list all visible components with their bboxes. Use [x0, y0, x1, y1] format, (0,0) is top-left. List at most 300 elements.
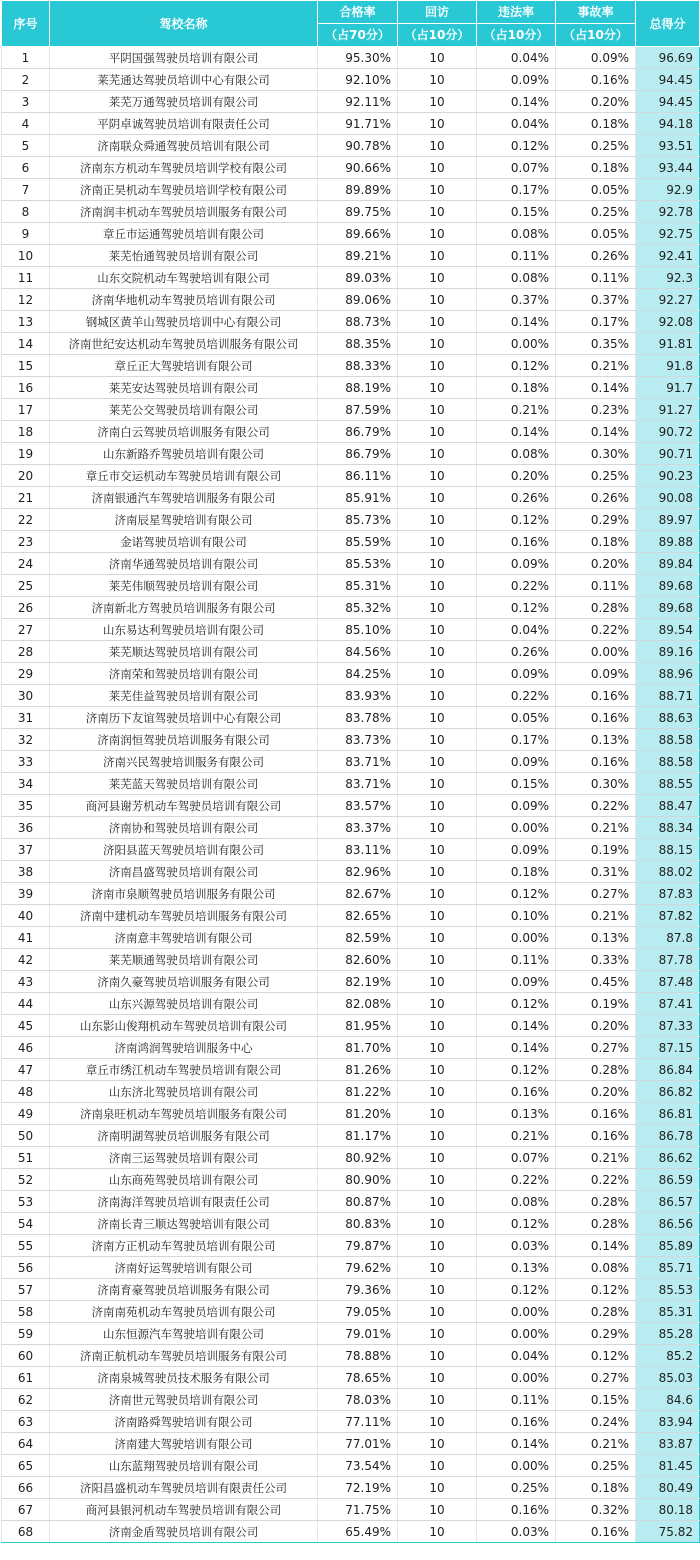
accident-rate-cell: 0.37%	[556, 289, 636, 311]
revisit-cell: 10	[398, 1301, 477, 1323]
pass-rate-cell: 90.66%	[318, 157, 398, 179]
violation-rate-cell: 0.26%	[477, 487, 556, 509]
school-name-cell: 济南中建机动车驾驶员培训服务有限公司	[50, 905, 318, 927]
revisit-cell: 10	[398, 905, 477, 927]
school-name-cell: 章丘市绣江机动车驾驶员培训有限公司	[50, 1059, 318, 1081]
school-name-cell: 章丘市交运机动车驾驶员培训有限公司	[50, 465, 318, 487]
pass-rate-cell: 92.10%	[318, 69, 398, 91]
revisit-cell: 10	[398, 201, 477, 223]
violation-rate-cell: 0.05%	[477, 707, 556, 729]
index-cell: 50	[2, 1125, 50, 1147]
table-row	[2, 91, 700, 113]
school-name-cell: 济南久豪驾驶员培训服务有限公司	[50, 971, 318, 993]
accident-rate-cell: 0.20%	[556, 91, 636, 113]
violation-rate-cell: 0.00%	[477, 1367, 556, 1389]
violation-rate-cell: 0.25%	[477, 1477, 556, 1499]
pass-rate-cell: 81.20%	[318, 1103, 398, 1125]
index-cell: 22	[2, 509, 50, 531]
total-score-cell: 86.62	[636, 1147, 700, 1169]
total-score-cell: 85.53	[636, 1279, 700, 1301]
table-row	[2, 1411, 700, 1433]
index-cell: 53	[2, 1191, 50, 1213]
total-score-cell: 94.45	[636, 91, 700, 113]
table-row	[2, 1389, 700, 1411]
total-score-cell: 92.27	[636, 289, 700, 311]
school-name-cell: 山东影山俊翔机动车驾驶员培训有限公司	[50, 1015, 318, 1037]
revisit-cell: 10	[398, 69, 477, 91]
violation-rate-cell: 0.09%	[477, 971, 556, 993]
accident-rate-cell: 0.24%	[556, 1411, 636, 1433]
index-cell: 68	[2, 1521, 50, 1543]
violation-rate-cell: 0.14%	[477, 421, 556, 443]
table-row	[2, 157, 700, 179]
total-score-cell: 88.15	[636, 839, 700, 861]
index-cell: 24	[2, 553, 50, 575]
revisit-cell: 10	[398, 289, 477, 311]
total-score-cell: 75.82	[636, 1521, 700, 1543]
total-score-cell: 91.7	[636, 377, 700, 399]
violation-rate-cell: 0.00%	[477, 1455, 556, 1477]
table-row	[2, 1037, 700, 1059]
total-score-cell: 90.71	[636, 443, 700, 465]
school-name-cell: 莱芜蓝天驾驶员培训有限公司	[50, 773, 318, 795]
violation-rate-cell: 0.12%	[477, 1059, 556, 1081]
accident-rate-cell: 0.20%	[556, 1015, 636, 1037]
header-accident-rate: 事故率	[556, 1, 636, 24]
pass-rate-cell: 86.79%	[318, 443, 398, 465]
school-name-cell: 济南建大驾驶培训有限公司	[50, 1433, 318, 1455]
school-name-cell: 金诺驾驶员培训有限公司	[50, 531, 318, 553]
table-row	[2, 47, 700, 69]
total-score-cell: 87.83	[636, 883, 700, 905]
school-name-cell: 济南历下友谊驾驶员培训中心有限公司	[50, 707, 318, 729]
table-row	[2, 1345, 700, 1367]
pass-rate-cell: 91.71%	[318, 113, 398, 135]
accident-rate-cell: 0.18%	[556, 531, 636, 553]
accident-rate-cell: 0.30%	[556, 443, 636, 465]
accident-rate-cell: 0.26%	[556, 245, 636, 267]
total-score-cell: 88.58	[636, 751, 700, 773]
index-cell: 63	[2, 1411, 50, 1433]
violation-rate-cell: 0.22%	[477, 1169, 556, 1191]
total-score-cell: 81.45	[636, 1455, 700, 1477]
revisit-cell: 10	[398, 641, 477, 663]
pass-rate-cell: 71.75%	[318, 1499, 398, 1521]
table-row	[2, 1477, 700, 1499]
school-name-cell: 莱芜通达驾驶员培训中心有限公司	[50, 69, 318, 91]
header-revisit-weight: （占10分）	[398, 24, 477, 47]
violation-rate-cell: 0.11%	[477, 245, 556, 267]
index-cell: 57	[2, 1279, 50, 1301]
pass-rate-cell: 80.87%	[318, 1191, 398, 1213]
index-cell: 42	[2, 949, 50, 971]
revisit-cell: 10	[398, 1389, 477, 1411]
index-cell: 33	[2, 751, 50, 773]
accident-rate-cell: 0.45%	[556, 971, 636, 993]
accident-rate-cell: 0.21%	[556, 905, 636, 927]
violation-rate-cell: 0.13%	[477, 1103, 556, 1125]
school-name-cell: 济南白云驾驶员培训服务有限公司	[50, 421, 318, 443]
pass-rate-cell: 82.96%	[318, 861, 398, 883]
pass-rate-cell: 89.06%	[318, 289, 398, 311]
total-score-cell: 85.31	[636, 1301, 700, 1323]
violation-rate-cell: 0.04%	[477, 619, 556, 641]
pass-rate-cell: 89.66%	[318, 223, 398, 245]
revisit-cell: 10	[398, 1059, 477, 1081]
violation-rate-cell: 0.04%	[477, 47, 556, 69]
table-row	[2, 487, 700, 509]
total-score-cell: 88.96	[636, 663, 700, 685]
school-name-cell: 钢城区黄羊山驾驶员培训中心有限公司	[50, 311, 318, 333]
revisit-cell: 10	[398, 1323, 477, 1345]
violation-rate-cell: 0.21%	[477, 399, 556, 421]
index-cell: 58	[2, 1301, 50, 1323]
school-name-cell: 莱芜顺通驾驶员培训有限公司	[50, 949, 318, 971]
revisit-cell: 10	[398, 1257, 477, 1279]
total-score-cell: 89.68	[636, 575, 700, 597]
school-name-cell: 济南海洋驾驶员培训有限责任公司	[50, 1191, 318, 1213]
violation-rate-cell: 0.22%	[477, 685, 556, 707]
revisit-cell: 10	[398, 685, 477, 707]
pass-rate-cell: 86.79%	[318, 421, 398, 443]
pass-rate-cell: 89.75%	[318, 201, 398, 223]
total-score-cell: 89.84	[636, 553, 700, 575]
pass-rate-cell: 78.88%	[318, 1345, 398, 1367]
accident-rate-cell: 0.35%	[556, 333, 636, 355]
index-cell: 8	[2, 201, 50, 223]
pass-rate-cell: 85.73%	[318, 509, 398, 531]
table-row	[2, 993, 700, 1015]
total-score-cell: 83.94	[636, 1411, 700, 1433]
total-score-cell: 88.55	[636, 773, 700, 795]
revisit-cell: 10	[398, 421, 477, 443]
pass-rate-cell: 81.70%	[318, 1037, 398, 1059]
header-violation-weight: （占10分）	[477, 24, 556, 47]
violation-rate-cell: 0.12%	[477, 1279, 556, 1301]
table-row	[2, 729, 700, 751]
table-row	[2, 1521, 700, 1543]
total-score-cell: 84.6	[636, 1389, 700, 1411]
index-cell: 14	[2, 333, 50, 355]
school-name-cell: 济南华通驾驶员培训有限公司	[50, 553, 318, 575]
index-cell: 2	[2, 69, 50, 91]
school-name-cell: 商河县银河机动车驾驶员培训有限公司	[50, 1499, 318, 1521]
violation-rate-cell: 0.08%	[477, 443, 556, 465]
pass-rate-cell: 90.78%	[318, 135, 398, 157]
school-name-cell: 济南兴民驾驶培训服务有限公司	[50, 751, 318, 773]
header-pass-rate-weight: （占70分）	[318, 24, 398, 47]
violation-rate-cell: 0.03%	[477, 1521, 556, 1543]
total-score-cell: 86.59	[636, 1169, 700, 1191]
index-cell: 30	[2, 685, 50, 707]
total-score-cell: 89.88	[636, 531, 700, 553]
violation-rate-cell: 0.20%	[477, 465, 556, 487]
school-name-cell: 济南好运驾驶培训有限公司	[50, 1257, 318, 1279]
accident-rate-cell: 0.28%	[556, 1191, 636, 1213]
table-row	[2, 1103, 700, 1125]
school-name-cell: 山东商苑驾驶员培训有限公司	[50, 1169, 318, 1191]
violation-rate-cell: 0.00%	[477, 1323, 556, 1345]
pass-rate-cell: 85.32%	[318, 597, 398, 619]
pass-rate-cell: 84.25%	[318, 663, 398, 685]
accident-rate-cell: 0.18%	[556, 113, 636, 135]
violation-rate-cell: 0.10%	[477, 905, 556, 927]
pass-rate-cell: 89.21%	[318, 245, 398, 267]
school-name-cell: 济南明湖驾驶员培训服务有限公司	[50, 1125, 318, 1147]
index-cell: 64	[2, 1433, 50, 1455]
accident-rate-cell: 0.28%	[556, 1059, 636, 1081]
revisit-cell: 10	[398, 883, 477, 905]
total-score-cell: 93.44	[636, 157, 700, 179]
school-name-cell: 济阳县蓝天驾驶员培训有限公司	[50, 839, 318, 861]
pass-rate-cell: 83.11%	[318, 839, 398, 861]
school-name-cell: 济南金盾驾驶员培训有限公司	[50, 1521, 318, 1543]
revisit-cell: 10	[398, 1433, 477, 1455]
revisit-cell: 10	[398, 245, 477, 267]
school-name-cell: 济南正昊机动车驾驶员培训学校有限公司	[50, 179, 318, 201]
table-row	[2, 839, 700, 861]
table-row	[2, 333, 700, 355]
revisit-cell: 10	[398, 333, 477, 355]
accident-rate-cell: 0.16%	[556, 751, 636, 773]
accident-rate-cell: 0.11%	[556, 575, 636, 597]
school-name-cell: 莱芜顺达驾驶员培训有限公司	[50, 641, 318, 663]
accident-rate-cell: 0.09%	[556, 663, 636, 685]
revisit-cell: 10	[398, 927, 477, 949]
pass-rate-cell: 77.11%	[318, 1411, 398, 1433]
school-name-cell: 章丘市运通驾驶员培训有限公司	[50, 223, 318, 245]
table-row	[2, 1499, 700, 1521]
total-score-cell: 87.78	[636, 949, 700, 971]
pass-rate-cell: 89.89%	[318, 179, 398, 201]
index-cell: 17	[2, 399, 50, 421]
pass-rate-cell: 88.35%	[318, 333, 398, 355]
header-accident-weight: （占10分）	[556, 24, 636, 47]
accident-rate-cell: 0.27%	[556, 1367, 636, 1389]
school-name-cell: 莱芜公交驾驶员培训有限公司	[50, 399, 318, 421]
pass-rate-cell: 86.11%	[318, 465, 398, 487]
header-violation-rate: 违法率	[477, 1, 556, 24]
table-row	[2, 1147, 700, 1169]
violation-rate-cell: 0.07%	[477, 1147, 556, 1169]
school-name-cell: 济南南苑机动车驾驶员培训有限公司	[50, 1301, 318, 1323]
violation-rate-cell: 0.14%	[477, 91, 556, 113]
accident-rate-cell: 0.21%	[556, 817, 636, 839]
revisit-cell: 10	[398, 663, 477, 685]
accident-rate-cell: 0.22%	[556, 619, 636, 641]
table-row	[2, 1235, 700, 1257]
index-cell: 36	[2, 817, 50, 839]
table-row	[2, 245, 700, 267]
violation-rate-cell: 0.14%	[477, 1015, 556, 1037]
total-score-cell: 91.8	[636, 355, 700, 377]
table-row	[2, 69, 700, 91]
index-cell: 16	[2, 377, 50, 399]
pass-rate-cell: 81.26%	[318, 1059, 398, 1081]
total-score-cell: 89.54	[636, 619, 700, 641]
school-name-cell: 莱芜佳益驾驶员培训有限公司	[50, 685, 318, 707]
index-cell: 11	[2, 267, 50, 289]
pass-rate-cell: 83.71%	[318, 773, 398, 795]
violation-rate-cell: 0.11%	[477, 1389, 556, 1411]
revisit-cell: 10	[398, 1191, 477, 1213]
violation-rate-cell: 0.04%	[477, 1345, 556, 1367]
total-score-cell: 80.18	[636, 1499, 700, 1521]
total-score-cell: 85.03	[636, 1367, 700, 1389]
revisit-cell: 10	[398, 575, 477, 597]
pass-rate-cell: 79.87%	[318, 1235, 398, 1257]
school-name-cell: 济阳昌盛机动车驾驶员培训有限责任公司	[50, 1477, 318, 1499]
header-revisit: 回访	[398, 1, 477, 24]
index-cell: 61	[2, 1367, 50, 1389]
total-score-cell: 85.71	[636, 1257, 700, 1279]
school-name-cell: 济南市泉顺驾驶员培训服务有限公司	[50, 883, 318, 905]
total-score-cell: 91.27	[636, 399, 700, 421]
accident-rate-cell: 0.08%	[556, 1257, 636, 1279]
violation-rate-cell: 0.13%	[477, 1257, 556, 1279]
school-name-cell: 山东交院机动车驾驶培训有限公司	[50, 267, 318, 289]
index-cell: 67	[2, 1499, 50, 1521]
table-row	[2, 927, 700, 949]
total-score-cell: 85.2	[636, 1345, 700, 1367]
index-cell: 43	[2, 971, 50, 993]
table-row	[2, 1323, 700, 1345]
total-score-cell: 92.75	[636, 223, 700, 245]
accident-rate-cell: 0.14%	[556, 1235, 636, 1257]
revisit-cell: 10	[398, 267, 477, 289]
revisit-cell: 10	[398, 1037, 477, 1059]
pass-rate-cell: 83.73%	[318, 729, 398, 751]
accident-rate-cell: 0.09%	[556, 47, 636, 69]
pass-rate-cell: 65.49%	[318, 1521, 398, 1543]
school-name-cell: 济南联众舜通驾驶员培训有限公司	[50, 135, 318, 157]
total-score-cell: 90.72	[636, 421, 700, 443]
violation-rate-cell: 0.37%	[477, 289, 556, 311]
violation-rate-cell: 0.07%	[477, 157, 556, 179]
school-name-cell: 山东济北驾驶员培训有限公司	[50, 1081, 318, 1103]
total-score-cell: 86.81	[636, 1103, 700, 1125]
school-name-cell: 章丘正大驾驶培训有限公司	[50, 355, 318, 377]
accident-rate-cell: 0.18%	[556, 1477, 636, 1499]
table-row	[2, 443, 700, 465]
table-row	[2, 795, 700, 817]
pass-rate-cell: 82.67%	[318, 883, 398, 905]
revisit-cell: 10	[398, 1015, 477, 1037]
violation-rate-cell: 0.14%	[477, 311, 556, 333]
violation-rate-cell: 0.26%	[477, 641, 556, 663]
table-row	[2, 685, 700, 707]
total-score-cell: 86.84	[636, 1059, 700, 1081]
pass-rate-cell: 83.37%	[318, 817, 398, 839]
pass-rate-cell: 80.90%	[318, 1169, 398, 1191]
table-row	[2, 223, 700, 245]
school-name-cell: 莱芜万通驾驶员培训有限公司	[50, 91, 318, 113]
revisit-cell: 10	[398, 817, 477, 839]
table-row	[2, 311, 700, 333]
violation-rate-cell: 0.11%	[477, 949, 556, 971]
school-name-cell: 济南协和驾驶员培训有限公司	[50, 817, 318, 839]
table-row	[2, 1257, 700, 1279]
table-row	[2, 971, 700, 993]
table-row	[2, 707, 700, 729]
pass-rate-cell: 95.30%	[318, 47, 398, 69]
revisit-cell: 10	[398, 729, 477, 751]
violation-rate-cell: 0.15%	[477, 201, 556, 223]
violation-rate-cell: 0.17%	[477, 179, 556, 201]
index-cell: 1	[2, 47, 50, 69]
index-cell: 35	[2, 795, 50, 817]
table-row	[2, 1213, 700, 1235]
table-row	[2, 751, 700, 773]
revisit-cell: 10	[398, 1147, 477, 1169]
table-row	[2, 1279, 700, 1301]
violation-rate-cell: 0.15%	[477, 773, 556, 795]
accident-rate-cell: 0.14%	[556, 377, 636, 399]
pass-rate-cell: 88.19%	[318, 377, 398, 399]
revisit-cell: 10	[398, 465, 477, 487]
index-cell: 45	[2, 1015, 50, 1037]
accident-rate-cell: 0.21%	[556, 355, 636, 377]
index-cell: 48	[2, 1081, 50, 1103]
table-row	[2, 1169, 700, 1191]
index-cell: 26	[2, 597, 50, 619]
total-score-cell: 87.15	[636, 1037, 700, 1059]
school-name-cell: 济南长青三顺达驾驶培训有限公司	[50, 1213, 318, 1235]
total-score-cell: 87.8	[636, 927, 700, 949]
school-name-cell: 山东恒源汽车驾驶培训有限公司	[50, 1323, 318, 1345]
table-row	[2, 267, 700, 289]
school-name-cell: 济南泉城驾驶员技术服务有限公司	[50, 1367, 318, 1389]
table-row	[2, 113, 700, 135]
total-score-cell: 87.48	[636, 971, 700, 993]
table-row	[2, 1301, 700, 1323]
index-cell: 18	[2, 421, 50, 443]
table-row	[2, 641, 700, 663]
revisit-cell: 10	[398, 223, 477, 245]
index-cell: 66	[2, 1477, 50, 1499]
table-row	[2, 1081, 700, 1103]
revisit-cell: 10	[398, 1521, 477, 1543]
accident-rate-cell: 0.21%	[556, 1147, 636, 1169]
pass-rate-cell: 79.62%	[318, 1257, 398, 1279]
school-name-cell: 济南东方机动车驾驶员培训学校有限公司	[50, 157, 318, 179]
violation-rate-cell: 0.12%	[477, 1213, 556, 1235]
school-name-cell: 济南育豪驾驶员培训服务有限公司	[50, 1279, 318, 1301]
school-name-cell: 山东蓝翔驾驶员培训有限公司	[50, 1455, 318, 1477]
index-cell: 56	[2, 1257, 50, 1279]
revisit-cell: 10	[398, 47, 477, 69]
pass-rate-cell: 77.01%	[318, 1433, 398, 1455]
table-row	[2, 135, 700, 157]
accident-rate-cell: 0.25%	[556, 201, 636, 223]
header-pass-rate: 合格率	[318, 1, 398, 24]
table-row	[2, 817, 700, 839]
index-cell: 19	[2, 443, 50, 465]
revisit-cell: 10	[398, 1103, 477, 1125]
violation-rate-cell: 0.08%	[477, 1191, 556, 1213]
index-cell: 25	[2, 575, 50, 597]
school-name-cell: 济南正航机动车驾驶员培训服务有限公司	[50, 1345, 318, 1367]
total-score-cell: 92.08	[636, 311, 700, 333]
table-row	[2, 905, 700, 927]
index-cell: 4	[2, 113, 50, 135]
school-name-cell: 济南银通汽车驾驶培训服务有限公司	[50, 487, 318, 509]
revisit-cell: 10	[398, 377, 477, 399]
index-cell: 9	[2, 223, 50, 245]
total-score-cell: 92.41	[636, 245, 700, 267]
pass-rate-cell: 80.83%	[318, 1213, 398, 1235]
violation-rate-cell: 0.09%	[477, 839, 556, 861]
